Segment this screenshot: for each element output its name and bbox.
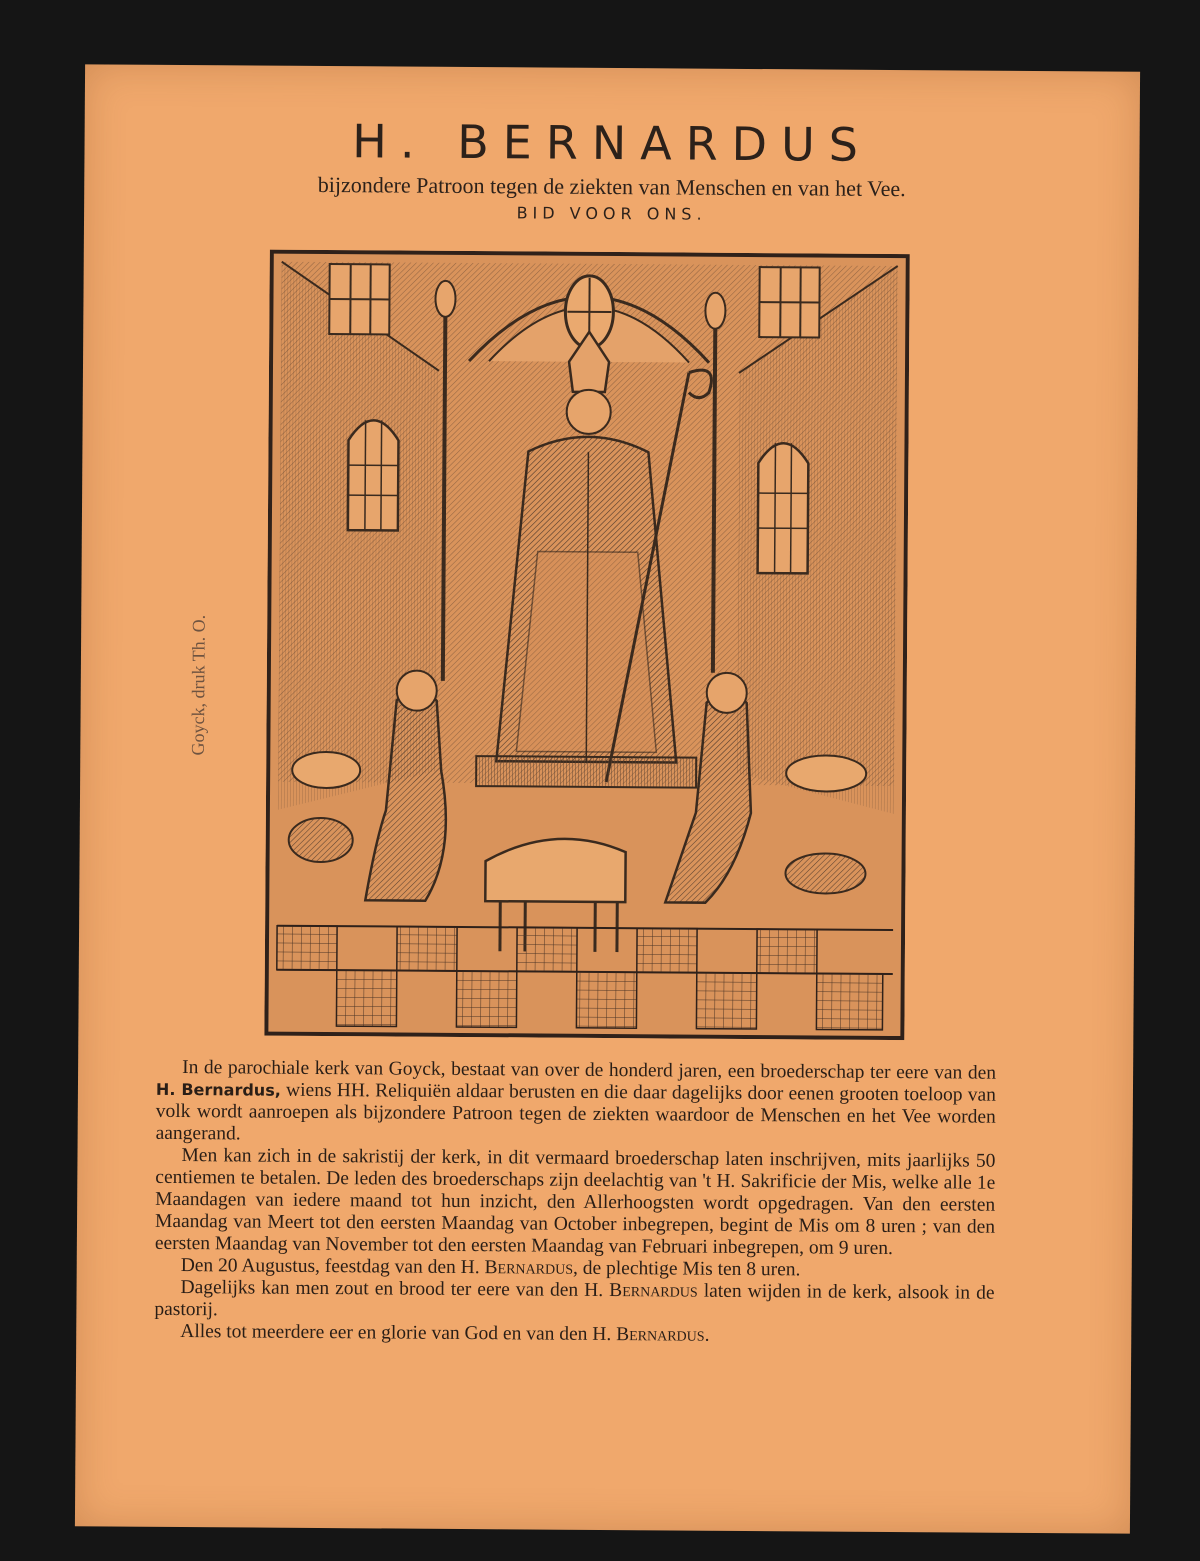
saint-name-bold: H. Bernardus,: [155, 1079, 281, 1100]
page-subtitle: bijzondere Patroon tegen de ziekten van Menschen en van het Vee.: [317, 171, 906, 202]
leaflet-body: [154, 1057, 996, 1349]
paragraph-closing: Alles tot meerdere eer en glorie van God en van den H. Bernardus.: [180, 1321, 710, 1346]
engraving-illustration: [264, 250, 909, 1040]
saint-engraving: [264, 250, 909, 1040]
prayer-line: BID VOOR ONS.: [516, 203, 707, 224]
devotional-leaflet: [75, 64, 1140, 1533]
page-title: H. BERNARDUS: [352, 114, 873, 172]
printer-imprint: Goyck, druk Th. O.: [187, 614, 209, 756]
paragraph-enrollment: Men kan zich in de sakristij der kerk, in dit vermaard broederschap laten inschrijven, mits jaarlijks 50 centiemen te betalen. De leden des broederschaps zijn deelachtig van 't H. Sakrificie der Mis, welke alle 1e Maandagen van iedere maand tot hun inzicht, den Allerhoogsten wordt opgedragen. Van den eersten Maandag van Meert tot den eersten Maandag van October inbegrepen, begint de Mis om 8 uren ; van den eersten Maandag van November tot den eersten Maandag van Februari inbegrepen, om 9 uren.: [154, 1145, 996, 1260]
paragraph-brotherhood: In de parochiale kerk van Goyck, bestaat van over de honderd jaren, een broederschap ter eere van den H. Bernardus, wiens HH. Reliquiën aldaar berusten en die daar dagelijks door eenen grooten toeloop van volk wordt aanroepen als bijzondere Patroon tegen de ziekten waardoor de Menschen en het Vee worden aangerand.: [155, 1057, 997, 1145]
paragraph-blessing: Dagelijks kan men zout en brood ter eere van den H. Bernardus laten wijden in de kerk, alsook in de pastorij.: [154, 1277, 995, 1321]
paragraph-feast-day: Den 20 Augustus, feestdag van den H. Bernardus, de plechtige Mis ten 8 uren.: [180, 1255, 801, 1281]
